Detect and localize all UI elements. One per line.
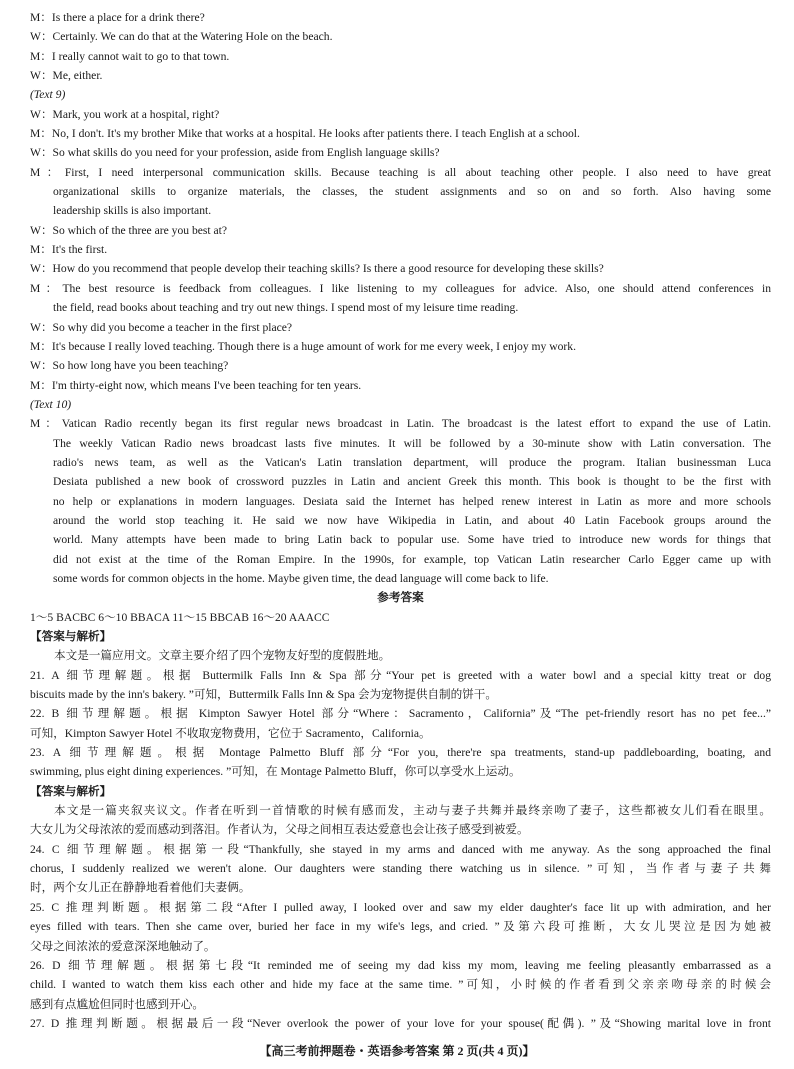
explanation-line: 感到有点尴尬但同时也感到开心。 bbox=[30, 997, 204, 1011]
answer-key-heading: 参考答案 bbox=[377, 591, 424, 605]
transcript-line: M：Vatican Radio recently began its first regular news broadcast in Latin. The broadcast is the latest effort to expand the use of Latin. bbox=[30, 417, 771, 431]
transcript-line: Desiata published a new book of crossword puzzles in Latin and ancient Greek this month. This book is thought to be the first with bbox=[53, 475, 771, 489]
explanation-line: 可知，Kimpton Sawyer Hotel 不收取宠物费用，它位于 Sacramento，California。 bbox=[30, 726, 431, 740]
explanation-line: 26. D 细节理解题。根据第七段“It reminded me of seeing my dad kiss my mom, leaving me feeling pleasantly embarrassed as a bbox=[30, 958, 771, 972]
explanation-line: 本文是一篇应用文。文章主要介绍了四个宠物友好型的度假胜地。 bbox=[54, 649, 391, 663]
explanation-line: 22. B 细节理解题。根据 Kimpton Sawyer Hotel 部分“Where：Sacramento，California”及“The pet-friendly resort has no pet fee...” bbox=[30, 707, 771, 721]
dialogue-line: W：Mark, you work at a hospital, right? bbox=[30, 107, 220, 121]
dialogue-line: W：Me, either. bbox=[30, 69, 103, 83]
explanation-line: 21. A 细节理解题。根据 Buttermilk Falls Inn & Spa 部分“Your pet is greeted with a water bowl and a special kitty treat or dog bbox=[30, 668, 771, 682]
explanation-line: 25. C 推理判断题。根据第二段“After I pulled away, I looked over and saw my elder daughter's face lit up with admiration, and her bbox=[30, 900, 771, 914]
dialogue-line: M：First, I need interpersonal communication skills. Because teaching is all about teaching other people. I also need to have great bbox=[30, 165, 771, 179]
dialogue-line: W：How do you recommend that people develop their teaching skills? Is there a good resource for developing these skills? bbox=[30, 262, 604, 276]
transcript-line: around the world stop teaching it. He said we now have Wikipedia in Latin, and about 40 Latin Facebook groups around the bbox=[53, 513, 771, 527]
section-heading: 【答案与解析】 bbox=[30, 630, 112, 643]
explanation-line: eyes filled with tears. Then she came over, buried her face in my wife's legs, and cried. ”及第六段可推断，大女儿哭泣是因为她被 bbox=[30, 920, 771, 934]
explanation-line: 27. D 推理判断题。根据最后一段“Never overlook the power of your love for your spouse(配偶). ”及“Showing marital love in front bbox=[30, 1016, 771, 1030]
page-footer: 【高三考前押题卷・英语参考答案 第 2 页(共 4 页)】 bbox=[259, 1044, 535, 1058]
explanation-line: 本文是一篇夹叙夹议文。作者在听到一首情歌的时候有感而发，主动与妻子共舞并最终亲吻了妻子，这些都被女儿们看在眼里。 bbox=[54, 804, 771, 818]
explanation-line: chorus, I suddenly realized we weren't alone. Our daughters were standing there watching us in silence. ”可知，当作者与妻子共舞 bbox=[30, 862, 771, 876]
answer-key: 1～5 BACBC 6～10 BBACA 11～15 BBCAB 16～20 AAACC bbox=[30, 610, 330, 624]
explanation-line: 父母之间浓浓的爱意深深地触动了。 bbox=[30, 939, 216, 953]
dialogue-line: M：I really cannot wait to go to that town. bbox=[30, 49, 230, 63]
dialogue-line: organizational skills to organize materials, the classes, the student assignments and so on and so forth. Also having some bbox=[53, 185, 771, 199]
transcript-line: The weekly Vatican Radio news broadcast lasts five minutes. It will be followed by a 30-minute show with Latin conversation. The bbox=[53, 436, 771, 450]
explanation-line: 24. C 细节理解题。根据第一段“Thankfully, she stayed in my arms and danced with me anyway. As the song approached the final bbox=[30, 842, 771, 856]
dialogue-line: M：I'm thirty-eight now, which means I've been teaching for ten years. bbox=[30, 378, 362, 392]
dialogue-line: M：No, I don't. It's my brother Mike that works at a hospital. He looks after patients there. I teach English at a school. bbox=[30, 127, 580, 141]
transcript-line: did not exist at the time of the Roman Empire. In the 1990s, for example, top Vatican Latin researcher Carlo Egger came up with bbox=[53, 552, 771, 566]
transcript-line: some words for common objects in the home. Maybe given time, the dead language will come back to life. bbox=[53, 571, 549, 585]
dialogue-line: W：So why did you become a teacher in the first place? bbox=[30, 320, 293, 334]
explanation-line: 时，两个女儿正在静静地看着他们夫妻俩。 bbox=[30, 881, 251, 895]
dialogue-line: M：The best resource is feedback from colleagues. I like listening to my colleagues for advice. Also, one should attend conferences in bbox=[30, 281, 771, 295]
dialogue-line: M：It's the first. bbox=[30, 243, 108, 257]
transcript-line: world. Many attempts have been made to bring Latin back to popular use. Some have tried to introduce new words for things that bbox=[53, 533, 771, 547]
explanation-line: 23. A 细节理解题。根据 Montage Palmetto Bluff 部分“For you, there're spa treatments, stand-up paddleboarding, boating, and bbox=[30, 746, 771, 760]
dialogue-line: the field, read books about teaching and try out new things. I spend most of my leisure time reading. bbox=[53, 301, 519, 315]
explanation-line: 大女儿为父母浓浓的爱而感动到落泪。作者认为，父母之间相互表达爱意也会让孩子感受到被爱。 bbox=[30, 823, 529, 837]
explanation-line: biscuits made by the inn's bakery. ”可知，Buttermilk Falls Inn & Spa 会为宠物提供自制的饼干。 bbox=[30, 688, 497, 702]
section-heading: 【答案与解析】 bbox=[30, 784, 112, 798]
dialogue-line: M：It's because I really loved teaching. Though there is a huge amount of work for me every week, I enjoy my work. bbox=[30, 339, 576, 353]
transcript-line: radio's news team, as well as the Vatican's Latin translation department, will produce the program. Italian businessman Luca bbox=[53, 455, 771, 469]
dialogue-line: W：So what skills do you need for your profession, aside from English language skills? bbox=[30, 146, 440, 160]
answer-document bbox=[30, 8, 771, 1033]
text-label: (Text 10) bbox=[30, 397, 72, 411]
dialogue-line: leadership skills is also important. bbox=[53, 204, 212, 218]
explanation-line: child. I wanted to watch them kiss each other and hide my face at the same time. ”可知，小时候的作者看到父亲亲吻母亲的时候会 bbox=[30, 978, 771, 992]
dialogue-line: M：Is there a place for a drink there? bbox=[30, 11, 205, 24]
explanation-line: swimming, plus eight dining experiences. ”可知，在 Montage Palmetto Bluff，你可以享受水上运动。 bbox=[30, 765, 521, 779]
dialogue-line: W：Certainly. We can do that at the Watering Hole on the beach. bbox=[30, 30, 333, 44]
text-label: (Text 9) bbox=[30, 88, 66, 102]
transcript-line: no help or explanations in modern languages. Desiata said the Internet has helped renew interest in Latin as more and more schools bbox=[53, 494, 771, 508]
dialogue-line: W：So how long have you been teaching? bbox=[30, 359, 229, 373]
dialogue-line: W：So which of the three are you best at? bbox=[30, 223, 228, 237]
